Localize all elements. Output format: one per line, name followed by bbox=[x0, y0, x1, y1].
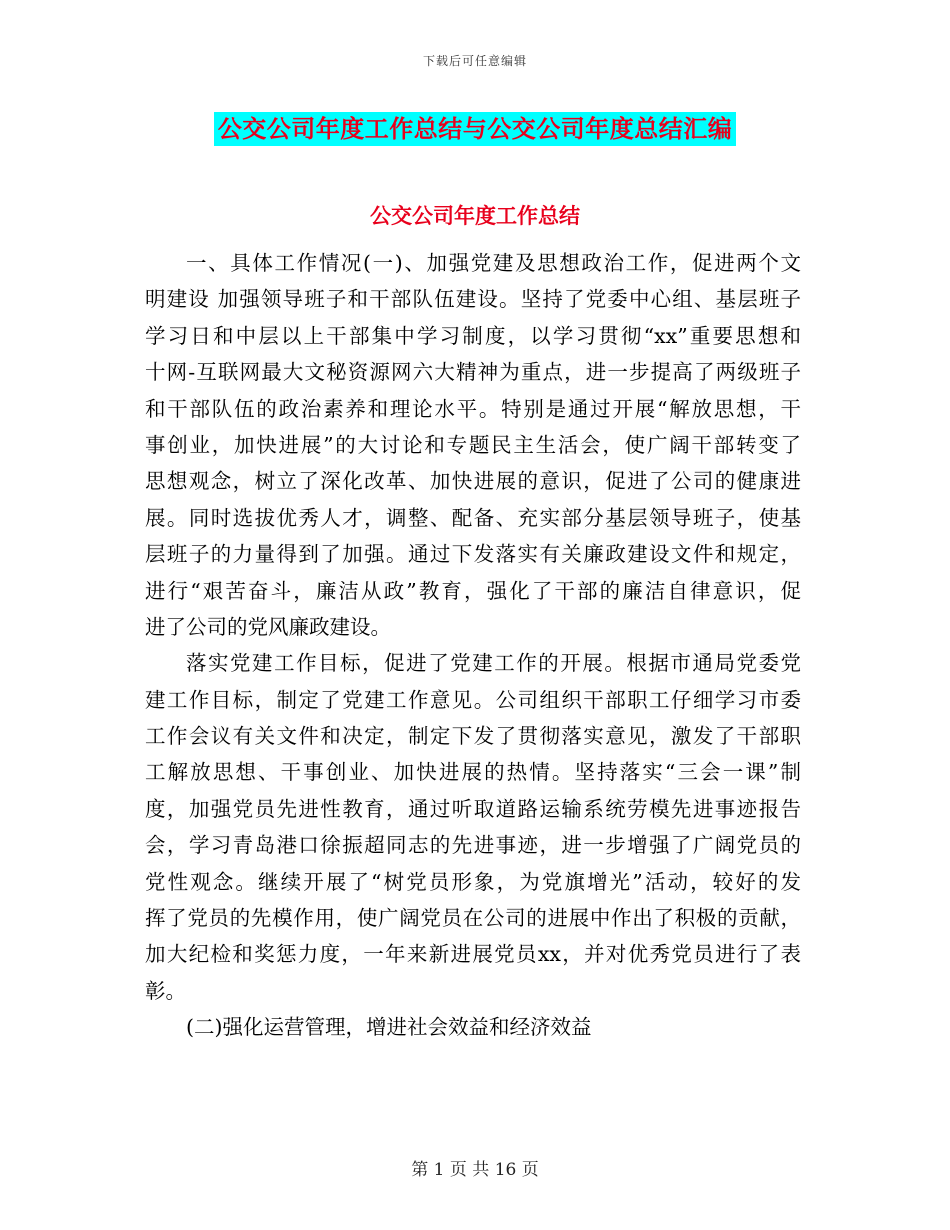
text-line: 展。同时选拔优秀人才，调整、配备、充实部分基层领导班子，使基 bbox=[145, 505, 801, 530]
document-title: 公交公司年度工作总结与公交公司年度总结汇编 bbox=[214, 112, 737, 146]
text-line: 落实党建工作目标，促进了党建工作的开展。根据市通局党委党 bbox=[186, 651, 801, 676]
text-line: 层班子的力量得到了加强。通过下发落实有关廉政建设文件和规定， bbox=[145, 542, 801, 567]
text-line: 会，学习青岛港口徐振超同志的先进事迹，进一步增强了广阔党员的 bbox=[145, 833, 801, 858]
header-note: 下载后可任意编辑 bbox=[422, 54, 527, 68]
text-line: 思想观念，树立了深化改革、加快进展的意识，促进了公司的健康进 bbox=[145, 469, 801, 494]
text-line: 进了公司的党风廉政建设。 bbox=[145, 614, 391, 639]
document-title-wrap bbox=[0, 112, 950, 146]
text-line: 彰。 bbox=[145, 978, 186, 1003]
text-line: 一、具体工作情况(一)、加强党建及思想政治工作，促进两个文 bbox=[186, 251, 801, 275]
text-line: 工解放思想、干事创业、加快进展的热情。坚持落实“三会一课”制 bbox=[145, 760, 801, 785]
paragraph-2 bbox=[145, 645, 801, 1009]
text-line: 建工作目标，制定了党建工作意见。公司组织干部职工仔细学习市委 bbox=[145, 687, 801, 712]
paragraph-1 bbox=[145, 245, 801, 645]
body-text bbox=[145, 245, 801, 1046]
text-line: 学习日和中层以上干部集中学习制度，以学习贯彻“xx”重要思想和 bbox=[145, 323, 801, 348]
text-line: 加大纪检和奖惩力度，一年来新进展党员xx，并对优秀党员进行了表 bbox=[145, 942, 801, 967]
subheading-line: (二)强化运营管理，增进社会效益和经济效益 bbox=[186, 1015, 592, 1040]
text-line: 事创业，加快进展”的大讨论和专题民主生活会，使广阔干部转变了 bbox=[145, 432, 801, 457]
paragraph-3 bbox=[145, 1009, 801, 1045]
text-line: 十网-互联网最大文秘资源网六大精神为重点，进一步提高了两级班子 bbox=[145, 360, 801, 385]
text-line: 进行“艰苦奋斗，廉洁从政”教育，强化了干部的廉洁自律意识，促 bbox=[145, 578, 801, 603]
text-line: 度，加强党员先进性教育，通过听取道路运输系统劳模先进事迹报告 bbox=[145, 796, 801, 821]
text-line: 明建设 加强领导班子和干部队伍建设。坚持了党委中心组、基层班子 bbox=[145, 287, 801, 312]
text-line: 工作会议有关文件和决定，制定下发了贯彻落实意见，激发了干部职 bbox=[145, 724, 801, 749]
text-line: 和干部队伍的政治素养和理论水平。特别是通过开展“解放思想，干 bbox=[145, 396, 801, 421]
page-footer: 第 1 页 共 16 页 bbox=[411, 1160, 539, 1180]
text-line: 党性观念。继续开展了“树党员形象，为党旗增光”活动，较好的发 bbox=[145, 869, 801, 894]
section-title: 公交公司年度工作总结 bbox=[370, 204, 580, 228]
text-line: 挥了党员的先模作用，使广阔党员在公司的进展中作出了积极的贡献， bbox=[145, 906, 801, 931]
